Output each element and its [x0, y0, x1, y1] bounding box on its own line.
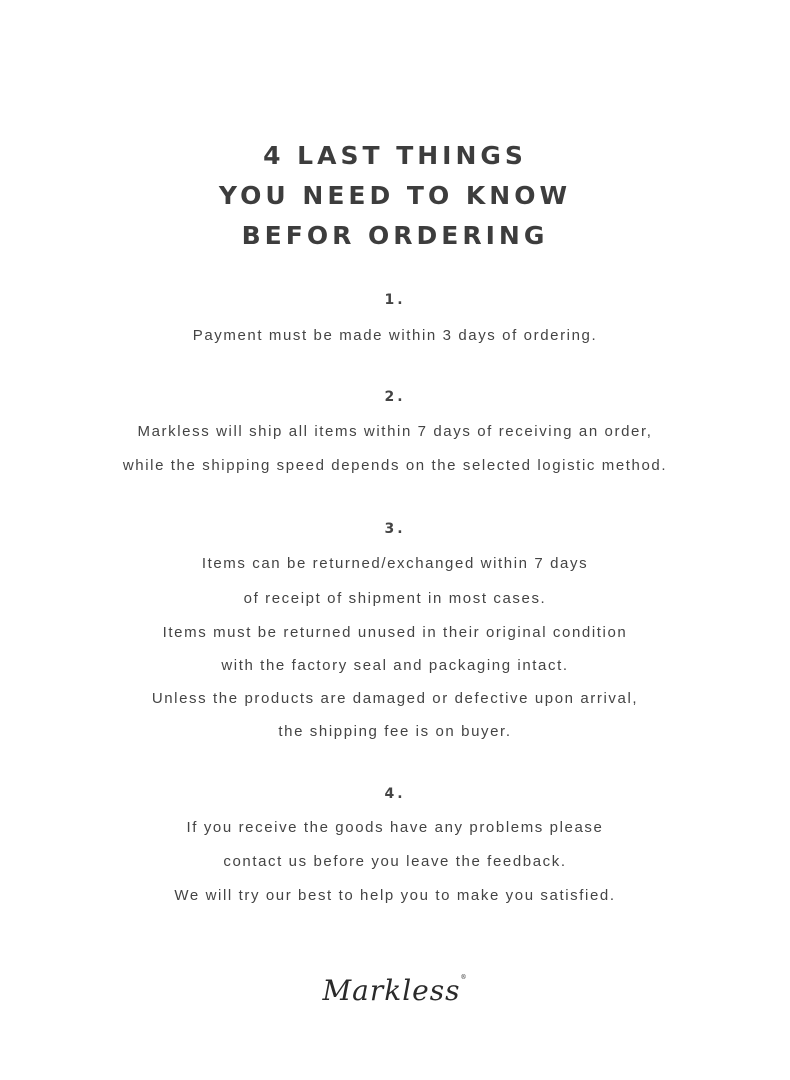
section-1-line-1: Payment must be made within 3 days of ordering.	[192, 327, 598, 344]
section-3-line-6: the shipping fee is on buyer.	[278, 723, 512, 740]
page-title	[0, 136, 790, 256]
section-1-number: 1.	[384, 292, 406, 308]
section-3-line-5: Unless the products are damaged or defective upon arrival,	[151, 690, 639, 707]
markless-logo	[0, 974, 790, 1007]
section-4-line-3: We will try our best to help you to make you satisfied.	[174, 887, 616, 904]
section-3-line-1: Items can be returned/exchanged within 7 days	[201, 555, 589, 572]
section-3-number: 3.	[384, 521, 406, 537]
section-2-line-1: Markless will ship all items within 7 days of receiving an order,	[137, 423, 653, 440]
section-2-line-2: while the shipping speed depends on the selected logistic method.	[122, 457, 668, 474]
logo-text: Markless	[322, 974, 461, 1007]
section-3-line-4: with the factory seal and packaging intact.	[221, 657, 569, 674]
section-3-line-3: Items must be returned unused in their original condition	[162, 624, 628, 641]
section-2-number: 2.	[384, 389, 406, 405]
title-line-2: YOU NEED TO KNOW	[218, 181, 572, 210]
title-line-1: 4 LAST THINGS	[263, 141, 527, 170]
section-4-number: 4.	[384, 786, 406, 802]
section-3-line-2: of receipt of shipment in most cases.	[243, 590, 547, 607]
section-4-line-2: contact us before you leave the feedback.	[223, 853, 567, 870]
registered-mark-icon: ®	[460, 974, 468, 981]
section-4-line-1: If you receive the goods have any problems please	[186, 819, 604, 836]
title-line-3: BEFOR ORDERING	[241, 221, 549, 250]
